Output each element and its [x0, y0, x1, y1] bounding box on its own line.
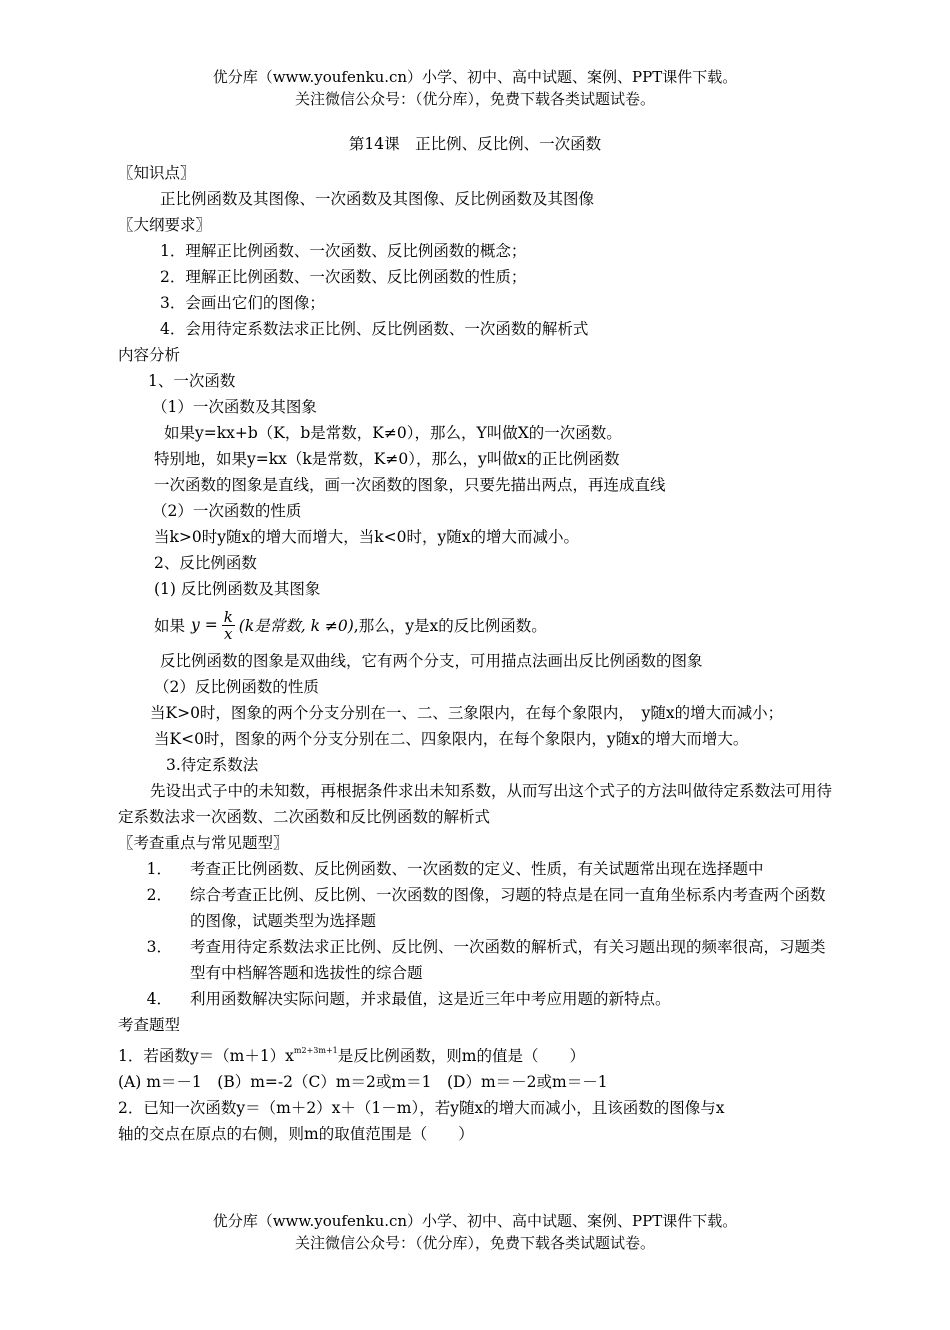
section-undetermined-title: 3.待定系数法	[166, 756, 259, 774]
footer-line-2: 关注微信公众号：（优分库），免费下载各类试题试卷。	[294, 1234, 655, 1252]
list-item-text: 考查正比例函数、反比例函数、一次函数的定义、性质，有关试题常出现在选择题中	[190, 860, 764, 878]
linear-subheading-2: （2）一次函数的性质	[152, 502, 302, 520]
linear-graph-note: 一次函数的图象是直线，画一次函数的图象，只要先描出两点，再连成直线	[154, 476, 666, 494]
list-item-number: 3．	[146, 938, 172, 956]
exponent: m2+3m+1	[293, 1046, 338, 1055]
question-1-options: (A) m＝－1 (B）m=-2（C）m＝2或m＝1 (D）m＝－2或m＝－1	[118, 1073, 608, 1091]
focus-list	[118, 856, 838, 1012]
list-item-number: 2．	[146, 886, 172, 904]
list-item	[118, 986, 838, 1012]
linear-subheading-1: （1）一次函数及其图象	[152, 398, 317, 416]
proportional-definition: 特别地，如果y=kx（k是常数，K≠0），那么，y叫做x的正比例函数	[154, 450, 620, 468]
list-item	[118, 882, 838, 934]
document-body	[118, 160, 838, 1147]
question-2-line-2: 轴的交点在原点的右侧，则m的取值范围是（ ）	[118, 1125, 474, 1143]
question-1-stem: 1．若函数y＝（m＋1）x	[118, 1047, 294, 1065]
inverse-definition	[118, 602, 838, 648]
header-line-1: 优分库（www.youfenku.cn）小学、初中、高中试题、案例、PPT课件下载。	[212, 68, 738, 86]
syllabus-item: 3．会画出它们的图像；	[160, 294, 325, 312]
page-header	[0, 66, 950, 110]
section-inverse-title: 2、反比例函数	[154, 554, 257, 572]
inverse-subheading-2: （2）反比例函数的性质	[154, 678, 319, 696]
question-1	[118, 1038, 838, 1069]
question-1-tail: 是反比例函数，则m的值是（ ）	[337, 1047, 585, 1065]
inverse-property-positive: 当K>0时，图象的两个分支分别在一、二、三象限内，在每个象限内， y随x的增大而减小；	[150, 704, 784, 722]
header-line-2: 关注微信公众号：（优分库），免费下载各类试题试卷。	[294, 90, 655, 108]
list-item-text: 考查用待定系数法求正比例、反比例、一次函数的解析式，有关习题出现的频率很高，习题类型有中档解答题和选拔性的综合题	[190, 938, 826, 982]
inverse-subheading-1: (1) 反比例函数及其图象	[154, 580, 321, 598]
syllabus-heading: 〖大纲要求〗	[118, 216, 212, 234]
fraction-denominator: x	[224, 624, 233, 643]
syllabus-item: 4．会用待定系数法求正比例、反比例函数、一次函数的解析式	[160, 320, 589, 338]
fraction-numerator: k	[223, 607, 233, 626]
list-item-text: 综合考查正比例、反比例、一次函数的图像，习题的特点是在同一直角坐标系内考查两个函数的图像，试题类型为选择题	[190, 886, 826, 930]
inverse-def-condition: (k是常数, k ≠0)	[238, 617, 354, 635]
question-2-line-1: 2．已知一次函数y＝（m＋2）x＋（1－m），若y随x的增大而减小，且该函数的图像与x	[118, 1099, 725, 1117]
knowledge-heading: 〖知识点〗	[118, 164, 196, 182]
list-item-number: 4．	[146, 990, 172, 1008]
inverse-graph-note: 反比例函数的图象是双曲线，它有两个分支，可用描点法画出反比例函数的图象	[160, 652, 703, 670]
k-over-x-fraction	[222, 609, 235, 642]
list-item-text: 利用函数解决实际问题，并求最值，这是近三年中考应用题的新特点。	[190, 990, 671, 1008]
focus-heading: 〖考查重点与常见题型〗	[118, 834, 289, 852]
footer-line-1: 优分库（www.youfenku.cn）小学、初中、高中试题、案例、PPT课件下载。	[212, 1212, 738, 1230]
undetermined-description: 先设出式子中的未知数，再根据条件求出未知系数，从而写出这个式子的方法叫做待定系数法可用待定系数法求一次函数、二次函数和反比例函数的解析式	[118, 782, 833, 826]
linear-property: 当k>0时y随x的增大而增大，当k<0时，y随x的增大而减小。	[154, 528, 579, 546]
list-item-number: 1．	[146, 860, 172, 878]
inverse-def-suffix: ,那么，y是x的反比例函数。	[353, 617, 547, 635]
syllabus-item: 2．理解正比例函数、一次函数、反比例函数的性质；	[160, 268, 527, 286]
linear-definition: 如果y=kx+b（K，b是常数，K≠0），那么，Y叫做X的一次函数。	[164, 424, 622, 442]
analysis-heading: 内容分析	[118, 346, 181, 364]
questions-heading: 考查题型	[118, 1016, 181, 1034]
syllabus-item: 1．理解正比例函数、一次函数、反比例函数的概念；	[160, 242, 527, 260]
inverse-def-y: y =	[191, 616, 218, 634]
section-linear-title: 1、一次函数	[148, 372, 236, 390]
page-footer	[0, 1210, 950, 1254]
list-item	[118, 856, 838, 882]
list-item	[118, 934, 838, 986]
knowledge-text: 正比例函数及其图像、一次函数及其图像、反比例函数及其图像	[160, 190, 595, 208]
inverse-property-negative: 当K<0时，图象的两个分支分别在二、四象限内，在每个象限内，y随x的增大而增大。	[154, 730, 749, 748]
lesson-title: 第14课 正比例、反比例、一次函数	[348, 135, 602, 153]
inverse-def-prefix: 如果	[154, 617, 186, 635]
